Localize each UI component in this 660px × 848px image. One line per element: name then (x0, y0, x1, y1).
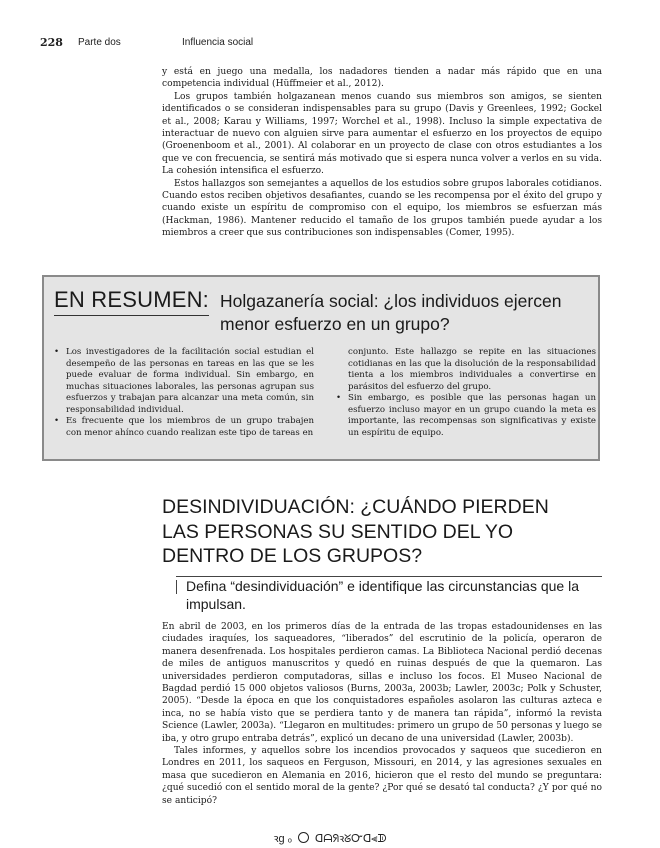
main-paragraph: En abril de 2003, en los primeros días de la entrada de las tropas estadounidenses en las ciudades iraquíes, los saqueadores, “liberados” del escrutinio de la policía, operaron de manera desenfrenada. Los hospitales perdieron camas. La Biblioteca Nacional perdió decenas de miles de antiguos manuscritos y quedó en ruinas después de que la quemaron. Las universidades perdieron computadoras, sillas e incluso los focos. El Museo Nacional de Bagdad perdió 15 000 objetos valiosos (Burns, 2003a, 2003b; Lawler, 2003c; Polk y Schuster, 2005). “Desde la época en que los conquistadores españoles asolaron las culturas azteca e inca, no se había visto que se perdiera tanto y de manera tan rápida”, informó la revista Science (Lawler, 2003a). “Llegaron en multitudes: primero un grupo de 50 personas y luego se iba, y otro grupo entraba detrás”, explicó un decano de una universidad (Lawler, 2003b). (162, 622, 602, 744)
intro-text (162, 66, 602, 240)
summary-bullet-text: Es frecuente que los miembros de un grupo trabajen con menor ahínco cuando realizan este tipo de tareas en (66, 416, 314, 438)
summary-right-column (336, 347, 596, 439)
footer-left-text: ꝛg ₒ (273, 833, 292, 845)
chapter-label: Influencia social (182, 37, 254, 48)
section-title: DESINDIVIDUACIÓN: ¿CUÁNDO PIERDEN LAS PERSONAS SU SENTIDO DEL YO DENTRO DE LOS GRUPOS? (162, 496, 549, 567)
part-label: Parte dos (78, 37, 121, 48)
intro-paragraph: Los grupos también holgazanean menos cuando sus miembros son amigos, se sienten identificados o se consideran indispensables para su grupo (Davis y Greenlees, 1992; Gockel et al., 2008; Karau y Williams, 1997; Worchel et al., 1998). Incluso la simple expectativa de interactuar de nuevo con alguien sirve para aumentar el esfuerzo en los proyectos de equipo (Groenenboom et al., 2001). Al colaborar en un proyecto de clase con otros estudiantes a los que ve con frecuencia, se sentirá más motivado que si espera nunca volver a verlos en su vida. La cohesión intensifica el esfuerzo. (162, 91, 602, 177)
main-paragraph: Tales informes, y aquellos sobre los incendios provocados y saqueos que sucedieron en Londres en 2011, los saqueos en Ferguson, Missouri, en 2014, y las agresiones sexuales en masa que sucedieron en Alemania en 2016, hicieron que el resto del mundo se preguntara: ¿qué sucedió con el sentido moral de la gente? ¿Por qué se desató tal conducta? ¿Y por qué no se anticipó? (162, 746, 602, 806)
main-text (162, 621, 602, 807)
circle-icon (298, 832, 309, 843)
page-header (40, 36, 254, 49)
summary-bullet-item (336, 393, 596, 439)
summary-label-underline (54, 315, 209, 316)
bullet-icon: • (54, 416, 60, 426)
summary-label: EN RESUMEN: (54, 287, 209, 312)
objective-rule (176, 576, 602, 577)
page-number: 228 (40, 36, 63, 49)
summary-bullet-item (54, 347, 314, 416)
bullet-icon: • (336, 393, 342, 403)
summary-box (42, 275, 600, 461)
page-footer (0, 831, 660, 846)
summary-continuation-text: conjunto. Este hallazgo se repite en las situaciones cotidianas en las que la disolución de la responsabilidad tienta a los miembros individuales a convertirse en parásitos del esfuerzo del grupo. (348, 347, 596, 392)
summary-bullet-text: Los investigadores de la facilitación social estudian el desempeño de las personas en tareas en las que se les puede evaluar de forma individual. Sin embargo, en muchas situaciones laborales, las personas agrupan sus esfuerzos y trabajan para alcanzar una meta común, sin responsabilidad individual. (66, 347, 314, 415)
intro-paragraph: y está en juego una medalla, los nadadores tienden a nadar más rápido que en una competencia individual (Hüffmeier et al., 2012). (162, 67, 602, 90)
summary-heading: Holgazanería social: ¿los individuos ejercen menor esfuerzo en un grupo? (220, 291, 562, 334)
summary-bullet-text: Sin embargo, es posible que las personas hagan un esfuerzo incluso mayor en un grupo cuando la meta es importante, las recompensas son significativas y existe un espíritu de equipo. (348, 393, 596, 438)
footer-right-text: ᗡᗩᖆꝛᘜᏅᗡ⫷ᗫ (314, 833, 387, 845)
summary-bullet-item (54, 416, 314, 439)
intro-paragraph: Estos hallazgos son semejantes a aquellos de los estudios sobre grupos laborales cotidianos. Cuando estos reciben objetivos desafiantes, cuando se les recompensa por el éxito del grupo y cuando existe un espíritu de compromiso con el equipo, los miembros se esfuerzan más (Hackman, 1986). Mantener reducido el tamaño de los grupos también puede ayudar a los miembros a creer que sus contribuciones son indispensables (Comer, 1995). (162, 178, 602, 239)
objective-text: Defina “desindividuación” e identifique las circunstancias que la impulsan. (186, 578, 580, 612)
bullet-icon: • (54, 347, 60, 357)
summary-continuation (336, 347, 596, 393)
objective-bar (176, 580, 177, 594)
summary-left-column (54, 347, 314, 439)
